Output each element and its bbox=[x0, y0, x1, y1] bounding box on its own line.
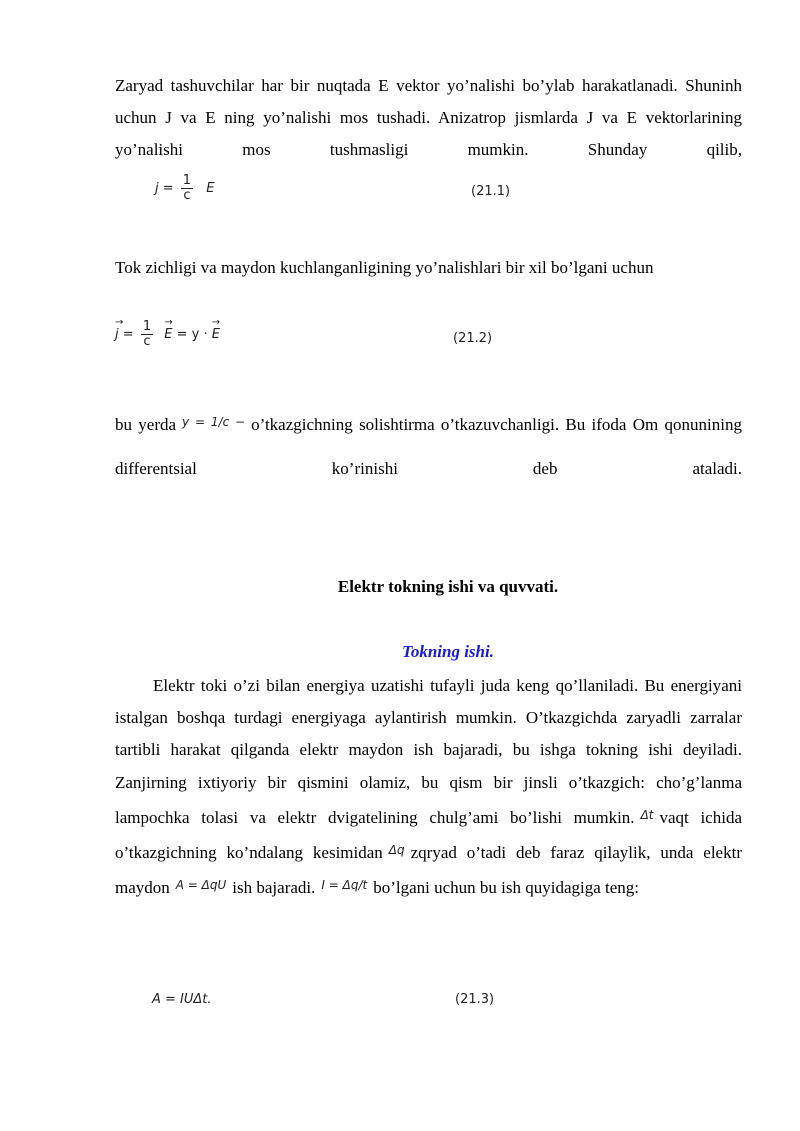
eq2-equals: = bbox=[122, 327, 134, 342]
para4-text4: ish bajaradi. bbox=[232, 878, 316, 898]
para4-math-delta-q: Δq bbox=[388, 843, 405, 858]
para3-text-after: o’tkazgichning solishtirma o’tkazuvchanligi. Bu ifoda Om qonunining differentsial ko’rinishi deb ataladi. bbox=[115, 415, 742, 478]
paragraph-current-density: Tok zichligi va maydon kuchlanganligining yo’nalishlari bir xil bo’lgani uchun bbox=[115, 258, 654, 277]
eq2-middle: = y · bbox=[176, 327, 208, 342]
eq2-numerator: 1 bbox=[142, 319, 152, 334]
equation-number-21-1: (21.1) bbox=[471, 184, 511, 199]
paragraph-intro: Zaryad tashuvchilar har bir nuqtada E vektor yo’nalishi bo’ylab harakatlanadi. Shuninh uchun J va E ning yo’nalishi mos tushadi. Anizatrop jismlarda J va E vektorlarining yo’nalishi mos tushmasligi mumkin. Shunday qilib, bbox=[115, 76, 742, 159]
para4-math-delta-t: Δt bbox=[640, 807, 654, 822]
para4-text1: Elektr toki o’zi bilan energiya uzatishi tufayli juda keng qo’llaniladi. Bu energiyani istalgan boshqa turdagi energiyaga aylantirish mumkin. O’tkazgichda zaryadli zarralar tartibli harakat qilganda elektr maydon ish bajaradi, bu ishga tokning ishi deyiladi. Zanjirning ixtiyoriy bir qismini olamiz, bu qism bir jinsli o’tkazgich: cho’g’lanma lampochka tolasi va elektr dvigatelining chulg’ami bo’lishi mumkin. bbox=[115, 676, 742, 827]
para4-math-current: I = Δq/t bbox=[321, 878, 368, 893]
eq2-e-vector-2: → E bbox=[212, 327, 220, 342]
equation-21-2 bbox=[115, 320, 220, 349]
section-heading: Elektr tokning ishi va quvvati. bbox=[337, 577, 559, 596]
eq2-j-vector: → j bbox=[115, 327, 119, 342]
eq2-denominator: c bbox=[143, 334, 151, 349]
paragraph-ohm-law bbox=[115, 400, 742, 491]
eq1-fraction bbox=[181, 174, 193, 203]
para4-math-work: A = ΔqU bbox=[175, 878, 227, 893]
para4-text5: bo’lgani uchun bu ish quyidagiga teng: bbox=[373, 878, 640, 898]
equation-number-21-2: (21.2) bbox=[453, 331, 493, 346]
eq2-fraction bbox=[141, 320, 153, 349]
equation-21-3 bbox=[152, 992, 212, 1007]
para4-text2: vaqt ichida o’tkazgichning ko’ndalang kesimidan bbox=[115, 807, 742, 863]
para3-math: y = 1/c − bbox=[182, 415, 246, 429]
paragraph-work-of-current bbox=[115, 670, 742, 904]
equation-number-21-3: (21.3) bbox=[455, 992, 495, 1007]
eq1-rhs: E bbox=[206, 181, 215, 196]
eq2-e-vector: → E bbox=[164, 327, 172, 342]
eq1-lhs: j = bbox=[155, 181, 174, 196]
equation-21-1 bbox=[155, 174, 214, 203]
eq1-denominator: c bbox=[183, 188, 191, 203]
para3-text-before: bu yerda bbox=[115, 415, 177, 434]
section-subheading: Tokning ishi. bbox=[402, 642, 494, 661]
eq1-numerator: 1 bbox=[182, 173, 192, 188]
para4-text3: zqryad o’tadi deb faraz qilaylik, unda elektr maydon bbox=[115, 843, 742, 898]
eq3-expression: A = IUΔt. bbox=[152, 992, 212, 1007]
